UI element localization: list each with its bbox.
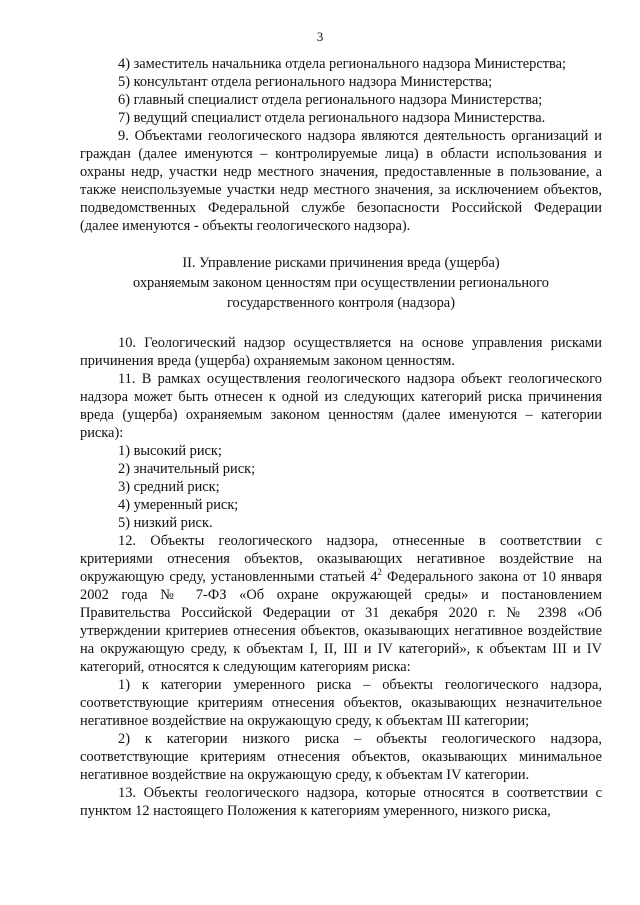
section-heading-line-1: II. Управление рисками причинения вреда (ущерба) — [182, 255, 500, 271]
paragraph-12 — [80, 532, 602, 676]
risk-category-significant: 2) значительный риск; — [118, 461, 256, 477]
risk-category-medium: 3) средний риск; — [118, 479, 220, 495]
list-item-chief-specialist: 6) главный специалист отдела регионального надзора Министерства; — [118, 92, 543, 108]
risk-category-low: 5) низкий риск. — [118, 515, 213, 531]
risk-category-high: 1) высокий риск; — [118, 443, 222, 459]
section-heading — [80, 253, 602, 313]
paragraph-9: 9. Объектами геологического надзора являются деятельность организаций и граждан (далее именуются – контролируемые лица) в области использования и охраны недр, участки недр местного значения, предоставленные в пользование, а также неиспользуемые участки недр местного значения, за исключением объектов, подведомственных Федеральной службе безопасности Российской Федерации (далее именуются - объекты геологического надзора). — [80, 128, 602, 234]
page-number: 3 — [316, 29, 324, 44]
document-body — [80, 55, 602, 820]
section-heading-line-3: государственного контроля (надзора) — [227, 295, 455, 311]
article-superscript: 2 — [377, 567, 382, 577]
list-item-deputy-head: 4) заместитель начальника отдела регионального надзора Министерства; — [118, 56, 567, 72]
section-heading-line-2: охраняемым законом ценностям при осуществлении регионального — [132, 275, 549, 291]
paragraph-12-text-start: 12. Объекты геологического надзора, отнесенные в соответствии с критериями отнесения объектов, оказывающих негативное воздействие на окружающую среду, установленными статьей 4 — [80, 533, 602, 585]
risk-category-moderate: 4) умеренный риск; — [118, 497, 239, 513]
paragraph-10: 10. Геологический надзор осуществляется на основе управления рисками причинения вреда (ущерба) охраняемым законом ценностям. — [80, 335, 602, 369]
paragraph-12-text-end: Федерального закона от 10 января 2002 года № 7-ФЗ «Об охране окружающей среды» и постановлением Правительства Российской Федерации от 31 декабря 2020 г. № 2398 «Об утверждении критериев отнесения объектов, оказывающих негативное воздействие на окружающую среду, к объектам I, II, III и IV категорий», к объектам III и IV категорий, относятся к следующим категориям риска: — [80, 569, 602, 675]
paragraph-12-item-2: 2) к категории низкого риска – объекты геологического надзора, соответствующие критериям отнесения объектов, оказывающих минимальное негативное воздействие на окружающую среду, к объектам IV категории. — [80, 731, 602, 783]
paragraph-12-item-1: 1) к категории умеренного риска – объекты геологического надзора, соответствующие критериям отнесения объектов, оказывающих незначительное негативное воздействие на окружающую среду, к объектам III категории; — [80, 677, 602, 729]
list-item-leading-specialist: 7) ведущий специалист отдела регионального надзора Министерства. — [118, 110, 546, 126]
list-item-consultant: 5) консультант отдела регионального надзора Министерства; — [118, 74, 493, 90]
paragraph-13: 13. Объекты геологического надзора, которые относятся в соответствии с пунктом 12 настоящего Положения к категориям умеренного, низкого риска, — [80, 785, 602, 819]
paragraph-11: 11. В рамках осуществления геологического надзора объект геологического надзора может быть отнесен к одной из следующих категорий риска причинения вреда (ущерба) охраняемым законом ценностям (далее именуются – категории риска): — [80, 371, 602, 441]
